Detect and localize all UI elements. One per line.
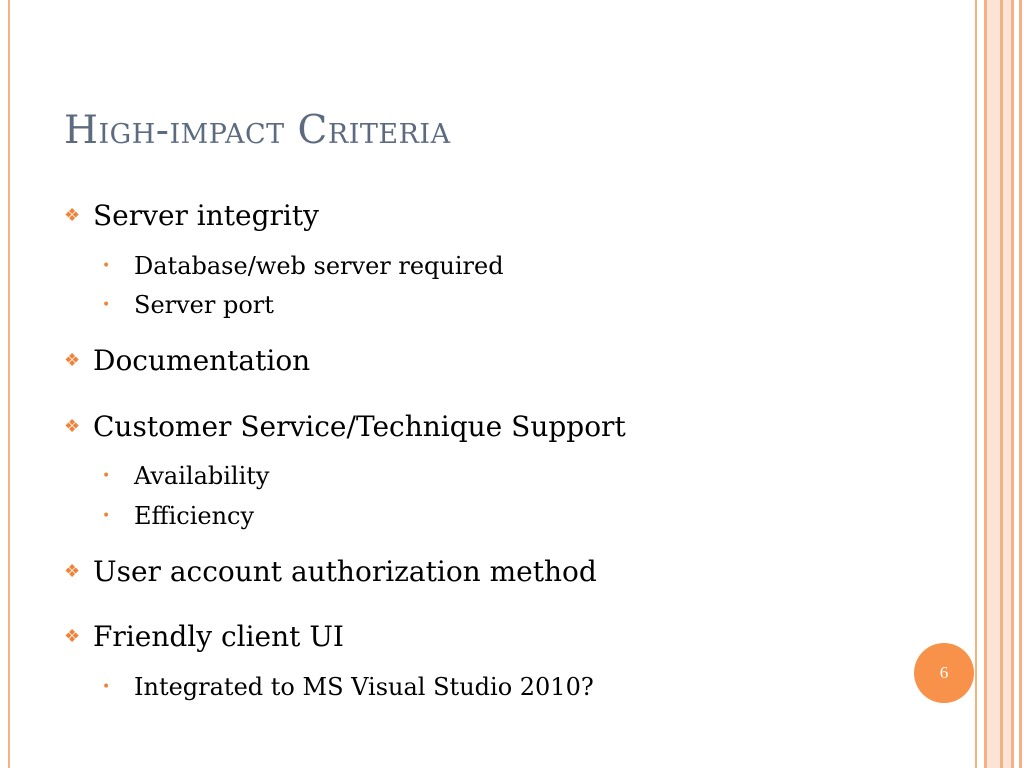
sub-bullet-text: Integrated to MS Visual Studio 2010? (134, 673, 594, 701)
sub-bullet-text: Availability (134, 462, 270, 490)
bullet-text: Friendly client UI (93, 620, 344, 653)
right-border-line (1019, 0, 1022, 768)
bullet-text: Documentation (93, 344, 311, 377)
right-border-line (1011, 0, 1014, 768)
dot-bullet-icon: • (102, 508, 111, 524)
diamond-bullet-icon: ❖ (64, 626, 81, 647)
right-border-line (975, 0, 977, 768)
diamond-bullet-icon: ❖ (64, 350, 81, 371)
page-number-badge: 6 (914, 643, 974, 703)
diamond-bullet-icon: ❖ (64, 561, 81, 582)
right-border-band (984, 0, 1012, 768)
slide-title: High-impact Criteria (64, 108, 451, 153)
sub-bullet-text: Server port (134, 291, 274, 319)
right-border-line (1000, 0, 1003, 768)
right-border-line (984, 0, 987, 768)
sub-bullet-text: Database/web server required (134, 252, 504, 280)
left-border-line (8, 0, 10, 768)
dot-bullet-icon: • (102, 468, 111, 484)
bullet-text: User account authorization method (93, 555, 597, 588)
bullet-text: Server integrity (93, 199, 319, 232)
diamond-bullet-icon: ❖ (64, 416, 81, 437)
sub-bullet-text: Efficiency (134, 502, 255, 530)
dot-bullet-icon: • (102, 258, 111, 274)
bullet-text: Customer Service/Technique Support (93, 410, 626, 443)
dot-bullet-icon: • (102, 679, 111, 695)
diamond-bullet-icon: ❖ (64, 205, 81, 226)
dot-bullet-icon: • (102, 297, 111, 313)
